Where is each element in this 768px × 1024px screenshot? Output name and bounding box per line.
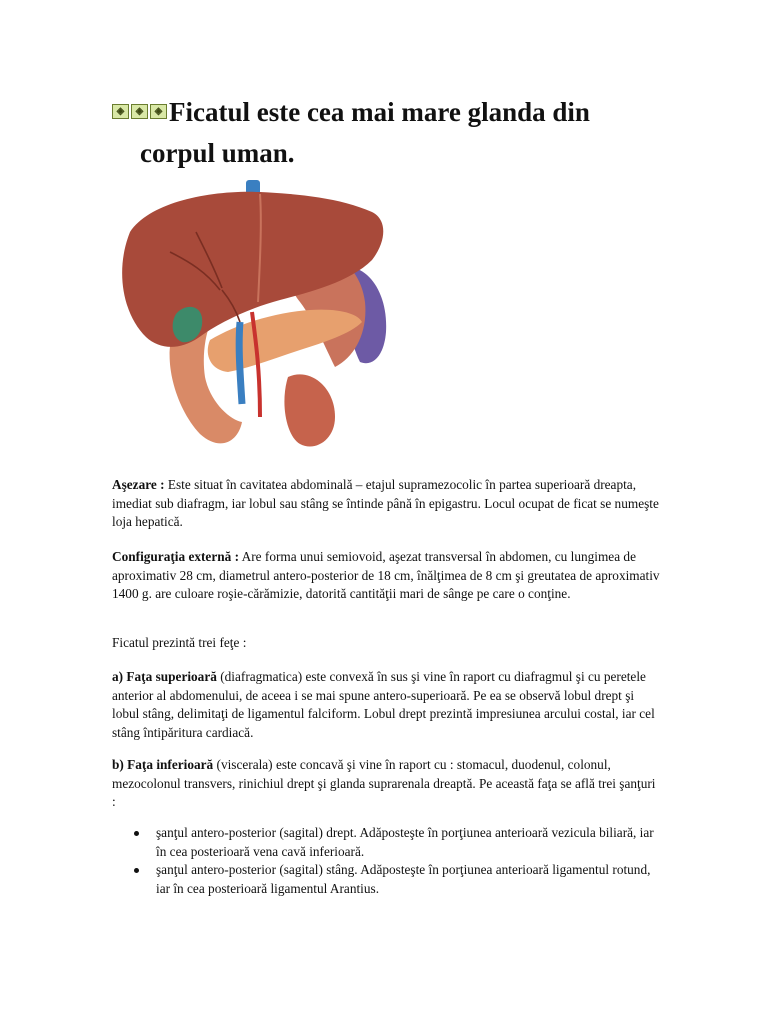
diamond-icon: ◈ [131,104,148,119]
section-asezare-label: Aşezare : [112,477,165,492]
diamond-icon: ◈ [112,104,129,119]
section-fata-superioara [112,668,660,742]
section-intro-fete [112,634,660,653]
list-item [112,824,660,861]
fata-superioara-text: (diafragmatica) este convexă în sus şi vine în raport cu diafragmul şi cu peretele anterior al abdomenului, de aceea i se mai spune antero-superioară. Pe ea se observă lobul drept şi lobul stâng, delimitaţi de ligamentul falciform. Lobul drept prezintă impresiunea arcului costal, iar cel stâng întipăritura cardiacă. [112,669,655,740]
portal-vein-shape [239,322,242,404]
page-title [112,92,712,174]
section-configuratia-text: Are forma unui semiovoid, aşezat transversal în abdomen, cu lungimea de aproximativ 28 cm, diametrul antero-posterior de 18 cm, înălţimea de 8 cm şi greutatea de aproximativ 1400 g. are culoare roşie-cărămizie, datorită cantităţii mari de sânge pe care o conţine. [112,549,660,602]
diamond-icon: ◈ [150,104,167,119]
section-configuratia [112,548,660,604]
liver-anatomy-illustration [110,172,400,462]
fata-inferioara-text: (viscerala) este concavă şi vine în raport cu : stomacul, duodenul, colonul, mezocolonul transvers, rinichiul drept şi glanda suprarenala dreaptă. Pe această faţa se află trei şanţuri : [112,757,656,810]
list-item-text: şanţul antero-posterior (sagital) stâng. Adăposteşte în porţiunea anterioară ligamentul rotund, iar în cea posterioară ligamentul Arantius. [156,862,651,896]
title-line-1: Ficatul este cea mai mare glanda din [169,97,590,127]
section-configuratia-label: Configuraţia externă : [112,549,240,564]
title-line-2: corpul uman. [140,138,295,168]
fata-superioara-label: a) Faţa superioară [112,669,217,684]
section-fata-inferioara [112,756,660,812]
list-item [112,861,660,898]
fata-inferioara-label: b) Faţa inferioară [112,757,214,772]
kidney-shape [284,374,335,446]
title-decoration [112,104,167,119]
bullet-icon [134,831,139,836]
section-asezare [112,476,660,532]
list-item-text: şanţul antero-posterior (sagital) drept. Adăposteşte în porţiunea anterioară vezicula biliară, iar în cea posterioară vena cavă inferioară. [156,825,654,859]
bullet-icon [134,868,139,873]
liver-anatomy-svg [110,172,400,462]
santuri-list [112,824,660,898]
section-asezare-text: Este situat în cavitatea abdominală – etajul supramezocolic în partea superioară dreapta, imediat sub diafragm, iar lobul sau stâng se întinde până în epigastru. Locul ocupat de ficat se numeşte loja hepatică. [112,477,659,530]
intro-fete-text: Ficatul prezintă trei feţe : [112,635,247,650]
